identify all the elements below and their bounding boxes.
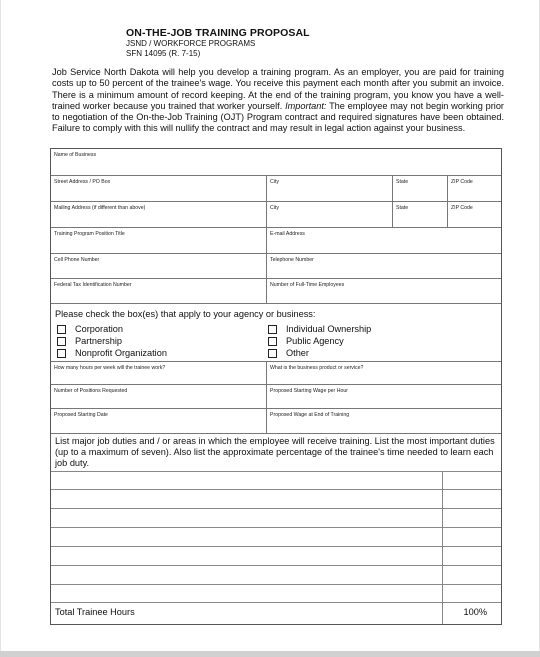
other-option[interactable] bbox=[268, 348, 309, 358]
num-positions-label: Number of Positions Requested bbox=[54, 388, 128, 394]
zip-field[interactable] bbox=[447, 176, 502, 201]
row-position-email bbox=[51, 228, 501, 254]
start-date-field[interactable] bbox=[51, 409, 266, 433]
mailing-address-label: Mailing Address (if different than above) bbox=[54, 205, 146, 211]
cell-phone-label: Cell Phone Number bbox=[54, 257, 100, 263]
mailing-state-label: State bbox=[396, 205, 409, 211]
zip-label: ZIP Code bbox=[451, 179, 473, 185]
row-positions-wage bbox=[51, 385, 501, 409]
public-agency-option[interactable] bbox=[268, 336, 344, 346]
num-employees-field[interactable] bbox=[266, 279, 502, 303]
business-type-prompt: Please check the box(es) that apply to your agency or business: bbox=[55, 309, 316, 319]
mailing-city-label: City bbox=[270, 205, 279, 211]
individual-ownership-checkbox[interactable] bbox=[268, 325, 277, 334]
city-field[interactable] bbox=[266, 176, 392, 201]
mailing-address-field[interactable] bbox=[51, 202, 266, 227]
duty-line-6[interactable] bbox=[51, 565, 501, 566]
row-tax-employees bbox=[51, 279, 501, 304]
total-percent-value: 100% bbox=[463, 607, 487, 617]
job-duties-section bbox=[51, 434, 501, 624]
other-checkbox[interactable] bbox=[268, 349, 277, 358]
other-label: Other bbox=[286, 348, 309, 358]
duty-line-2[interactable] bbox=[51, 489, 501, 490]
individual-ownership-label: Individual Ownership bbox=[286, 324, 372, 334]
page-bottom-bar bbox=[0, 651, 540, 657]
email-field[interactable] bbox=[266, 228, 502, 253]
partnership-option[interactable] bbox=[57, 336, 122, 346]
mailing-zip-label: ZIP Code bbox=[451, 205, 473, 211]
end-wage-field[interactable] bbox=[266, 409, 502, 433]
cell-phone-field[interactable] bbox=[51, 254, 266, 278]
num-positions-field[interactable] bbox=[51, 385, 266, 408]
state-field[interactable] bbox=[392, 176, 447, 201]
intro-text-part1: Job Service North Dakota will help you develop a training program. As an employer, you are paid for training costs up to 50 percent of the trainee's wage. You receive this payment each month after you submit an invoice. There is a minimum amount of record keeping. At the end of the training program, you know you have a well-trained worker because you trained that worker yourself. bbox=[52, 67, 504, 111]
business-type-section bbox=[51, 304, 501, 361]
start-wage-label: Proposed Starting Wage per Hour bbox=[270, 388, 348, 394]
duty-line-7[interactable] bbox=[51, 584, 501, 585]
duty-line-5[interactable] bbox=[51, 546, 501, 547]
duty-line-4[interactable] bbox=[51, 527, 501, 528]
start-date-label: Proposed Starting Date bbox=[54, 412, 108, 418]
total-line bbox=[51, 602, 501, 603]
tax-id-label: Federal Tax Identification Number bbox=[54, 282, 132, 288]
mailing-city-field[interactable] bbox=[266, 202, 392, 227]
end-wage-label: Proposed Wage at End of Training bbox=[270, 412, 350, 418]
row-hours-product bbox=[51, 361, 501, 385]
street-address-label: Street Address / PO Box bbox=[54, 179, 111, 185]
city-label: City bbox=[270, 179, 279, 185]
corporation-option[interactable] bbox=[57, 324, 123, 334]
job-duties-prompt: List major job duties and / or areas in which the employee will receive training. List the most important duties (up to a maximum of seven). Also list the approximate percentage of the trainee's time needed to learn each job duty. bbox=[55, 436, 495, 468]
mailing-zip-field[interactable] bbox=[447, 202, 502, 227]
row-date-endwage bbox=[51, 409, 501, 434]
row-street-address bbox=[51, 176, 501, 202]
total-trainee-hours-label: Total Trainee Hours bbox=[55, 607, 135, 617]
position-title-field[interactable] bbox=[51, 228, 266, 253]
business-name-label: Name of Business bbox=[54, 152, 97, 158]
nonprofit-checkbox[interactable] bbox=[57, 349, 66, 358]
application-form bbox=[50, 148, 502, 625]
corporation-checkbox[interactable] bbox=[57, 325, 66, 334]
mailing-state-field[interactable] bbox=[392, 202, 447, 227]
row-business-name bbox=[51, 149, 501, 176]
hours-per-week-label: How many hours per week will the trainee work? bbox=[54, 365, 166, 371]
form-title: ON-THE-JOB TRAINING PROPOSAL bbox=[126, 27, 310, 39]
nonprofit-label: Nonprofit Organization bbox=[75, 348, 167, 358]
intro-text-part2: The employee may not begin working prior to negotiation of the On-the-Job Training (OJT) Program contract and required signatures have been obtained. Failure to comply with this will nullify the contract and may result in legal action against your business. bbox=[52, 100, 504, 134]
public-agency-label: Public Agency bbox=[286, 336, 344, 346]
partnership-label: Partnership bbox=[75, 336, 122, 346]
start-wage-field[interactable] bbox=[266, 385, 502, 408]
telephone-label: Telephone Number bbox=[270, 257, 314, 263]
email-label: E-mail Address bbox=[270, 231, 305, 237]
telephone-field[interactable] bbox=[266, 254, 502, 278]
form-subtitle: JSND / WORKFORCE PROGRAMS bbox=[126, 39, 256, 48]
duty-line-3[interactable] bbox=[51, 508, 501, 509]
num-employees-label: Number of Full-Time Employees bbox=[270, 282, 345, 288]
position-title-label: Training Program Position Title bbox=[54, 231, 125, 237]
row-phones bbox=[51, 254, 501, 279]
business-name-field[interactable] bbox=[51, 149, 501, 175]
street-address-field[interactable] bbox=[51, 176, 266, 201]
partnership-checkbox[interactable] bbox=[57, 337, 66, 346]
form-number: SFN 14095 (R. 7-15) bbox=[126, 49, 201, 58]
form-header bbox=[126, 27, 310, 59]
tax-id-field[interactable] bbox=[51, 279, 266, 303]
corporation-label: Corporation bbox=[75, 324, 124, 334]
public-agency-checkbox[interactable] bbox=[268, 337, 277, 346]
important-label: Important: bbox=[285, 100, 327, 111]
row-mailing-address bbox=[51, 202, 501, 228]
business-product-field[interactable] bbox=[266, 362, 502, 384]
state-label: State bbox=[396, 179, 409, 185]
hours-per-week-field[interactable] bbox=[51, 362, 266, 384]
business-product-label: What is the business product or service? bbox=[270, 365, 364, 371]
individual-ownership-option[interactable] bbox=[268, 324, 371, 334]
intro-paragraph bbox=[52, 67, 504, 135]
nonprofit-option[interactable] bbox=[57, 348, 167, 358]
duty-line-1[interactable] bbox=[51, 471, 501, 472]
